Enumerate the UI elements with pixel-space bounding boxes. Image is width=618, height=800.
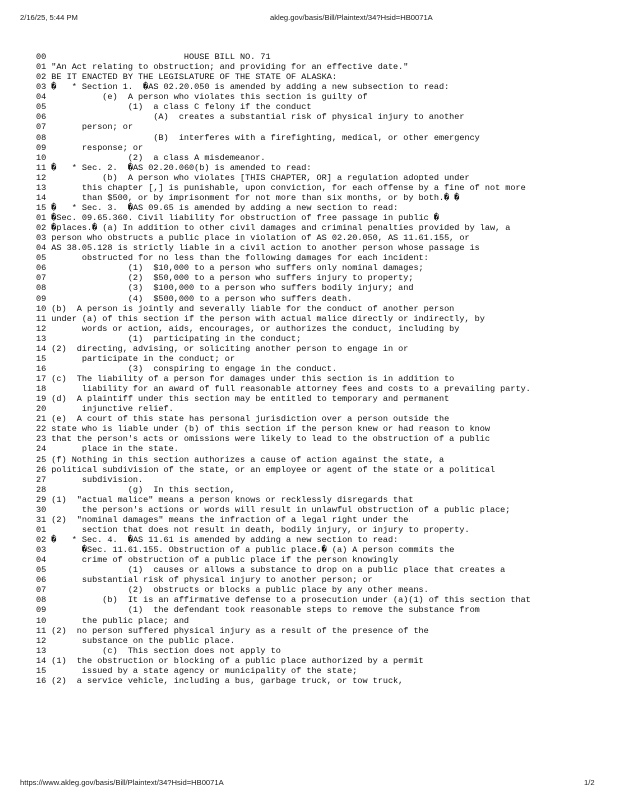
- bill-line: 15 issued by a state agency or municipality of the state;: [36, 665, 358, 676]
- bill-line: 01 section that does not result in death, bodily injury, or injury to property.: [36, 524, 470, 535]
- bill-line: 13 this chapter [,] is punishable, upon conviction, for each offense by a fine of not more: [36, 182, 526, 193]
- bill-line: 24 place in the state.: [36, 444, 179, 455]
- bill-line: 07 (2) obstructs or blocks a public place by any other means.: [36, 585, 429, 596]
- bill-line: 17 (c) The liability of a person for damages under this section is in addition to: [36, 374, 455, 384]
- bill-text: [36, 52, 606, 686]
- print-header-url: akleg.gov/basis/Bill/Plaintext/34?Hsid=HB0071A: [270, 13, 433, 22]
- bill-line: 15 participate in the conduct; or: [36, 353, 235, 364]
- bill-line: 13 (c) This section does not apply to: [36, 645, 281, 656]
- bill-line: 02 BE IT ENACTED BY THE LEGISLATURE OF THE STATE OF ALASKA:: [36, 72, 337, 83]
- bill-line: 00 HOUSE BILL NO. 71: [36, 52, 271, 62]
- bill-line: 02 � * Sec. 4. �AS 11.61 is amended by adding a new section to read:: [36, 535, 399, 545]
- bill-line: 09 (1) the defendant took reasonable steps to remove the substance from: [36, 605, 480, 616]
- bill-line: 01 �Sec. 09.65.360. Civil liability for obstruction of free passage in public �: [36, 213, 439, 223]
- bill-line: 14 than $500, or by imprisonment for not more than six months, or by both.� �: [36, 192, 460, 203]
- print-datetime: 2/16/25, 5:44 PM: [20, 13, 78, 22]
- bill-line: 03 �Sec. 11.61.155. Obstruction of a public place.� (a) A person commits the: [36, 545, 455, 556]
- bill-line: 07 person; or: [36, 122, 133, 133]
- bill-line: 12 (b) A person who violates [THIS CHAPTER, OR] a regulation adopted under: [36, 172, 470, 183]
- bill-line: 09 response; or: [36, 142, 144, 153]
- bill-line: 30 the person's actions or words will result in unlawful obstruction of a public place;: [36, 504, 511, 515]
- print-footer-url: https://www.akleg.gov/basis/Bill/Plaintext/34?Hsid=HB0071A: [20, 778, 224, 787]
- bill-line: 03 person who obstructs a public place in violation of AS 02.20.050, AS 11.61.155, or: [36, 233, 470, 244]
- bill-line: 10 (b) A person is jointly and severally liable for the conduct of another person: [36, 303, 455, 314]
- bill-line: 12 substance on the public place.: [36, 635, 235, 646]
- bill-line: 12 words or action, aids, encourages, or authorizes the conduct, including by: [36, 323, 460, 334]
- bill-line: 05 (1) causes or allows a substance to drop on a public place that creates a: [36, 565, 506, 576]
- bill-line: 06 (A) creates a substantial risk of physical injury to another: [36, 112, 465, 123]
- bill-line: 22 state who is liable under (b) of this section if the person knew or had reason to know: [36, 424, 490, 435]
- page-number: 1/2: [584, 778, 595, 787]
- bill-line: 08 (B) interferes with a firefighting, medical, or other emergency: [36, 132, 480, 143]
- bill-line: 21 (e) A court of this state has personal jurisdiction over a person outside the: [36, 414, 450, 425]
- bill-line: 15 � * Sec. 3. �AS 09.65 is amended by adding a new section to read:: [36, 202, 399, 213]
- bill-line: 29 (1) "actual malice" means a person knows or recklessly disregards that: [36, 494, 414, 505]
- bill-line: 05 (1) a class C felony if the conduct: [36, 102, 312, 113]
- bill-line: 07 (2) $50,000 to a person who suffers injury to property;: [36, 273, 414, 284]
- bill-line: 16 (3) conspiring to engage in the conduct.: [36, 363, 337, 374]
- bill-line: 04 AS 38.05.128 is strictly liable in a civil action to another person whose passage is: [36, 243, 480, 254]
- bill-line: 08 (b) It is an affirmative defense to a prosecution under (a)(1) of this section that: [36, 595, 531, 606]
- bill-line: 20 injunctive relief.: [36, 404, 174, 415]
- bill-line: 03 � * Section 1. �AS 02.20.050 is amended by adding a new subsection to read:: [36, 82, 450, 93]
- bill-line: 28 (g) In this section,: [36, 484, 235, 495]
- bill-line: 13 (1) participating in the conduct;: [36, 333, 302, 344]
- print-footer: [0, 778, 618, 790]
- bill-line: 05 obstructed for no less than the following damages for each incident:: [36, 253, 429, 264]
- bill-line: 02 �places.� (a) In addition to other civil damages and criminal penalties provided by law, a: [36, 223, 511, 234]
- bill-line: 31 (2) "nominal damages" means the infraction of a legal right under the: [36, 514, 409, 525]
- bill-line: 04 (e) A person who violates this section is guilty of: [36, 92, 368, 103]
- bill-line: 06 substantial risk of physical injury to another person; or: [36, 575, 373, 586]
- bill-line: 27 subdivision.: [36, 474, 144, 485]
- bill-line: 08 (3) $100,000 to a person who suffers bodily injury; and: [36, 283, 414, 294]
- bill-line: 11 � * Sec. 2. �AS 02.20.060(b) is amended to read:: [36, 162, 312, 173]
- bill-line: 14 (2) directing, advising, or soliciting another person to engage in or: [36, 343, 409, 354]
- bill-line: 16 (2) a service vehicle, including a bus, garbage truck, or tow truck,: [36, 675, 404, 686]
- bill-line: 26 political subdivision of the state, or an employee or agent of the state or a political: [36, 464, 496, 475]
- bill-line: 10 the public place; and: [36, 615, 190, 626]
- bill-line: 25 (f) Nothing in this section authorizes a cause of action against the state, a: [36, 454, 445, 465]
- bill-line: 11 (2) no person suffered physical injury as a result of the presence of the: [36, 625, 429, 636]
- bill-line: 14 (1) the obstruction or blocking of a public place authorized by a permit: [36, 655, 424, 666]
- bill-line: 09 (4) $500,000 to a person who suffers death.: [36, 293, 353, 304]
- bill-line: 19 (d) A plaintiff under this section may be entitled to temporary and permanent: [36, 394, 450, 405]
- bill-line: 04 crime of obstruction of a public place if the person knowingly: [36, 555, 399, 566]
- bill-line: 11 under (a) of this section if the person with actual malice directly or indirectly, by: [36, 313, 485, 324]
- bill-line: 01 "An Act relating to obstruction; and providing for an effective date.": [36, 62, 409, 73]
- bill-line: 23 that the person's acts or omissions were likely to lead to the obstruction of a public: [36, 434, 490, 445]
- bill-line: 10 (2) a class A misdemeanor.: [36, 152, 266, 163]
- print-header: [0, 13, 618, 25]
- bill-line: 18 liability for an award of full reasonable attorney fees and costs to a prevailing party.: [36, 384, 531, 395]
- bill-line: 06 (1) $10,000 to a person who suffers only nominal damages;: [36, 263, 424, 274]
